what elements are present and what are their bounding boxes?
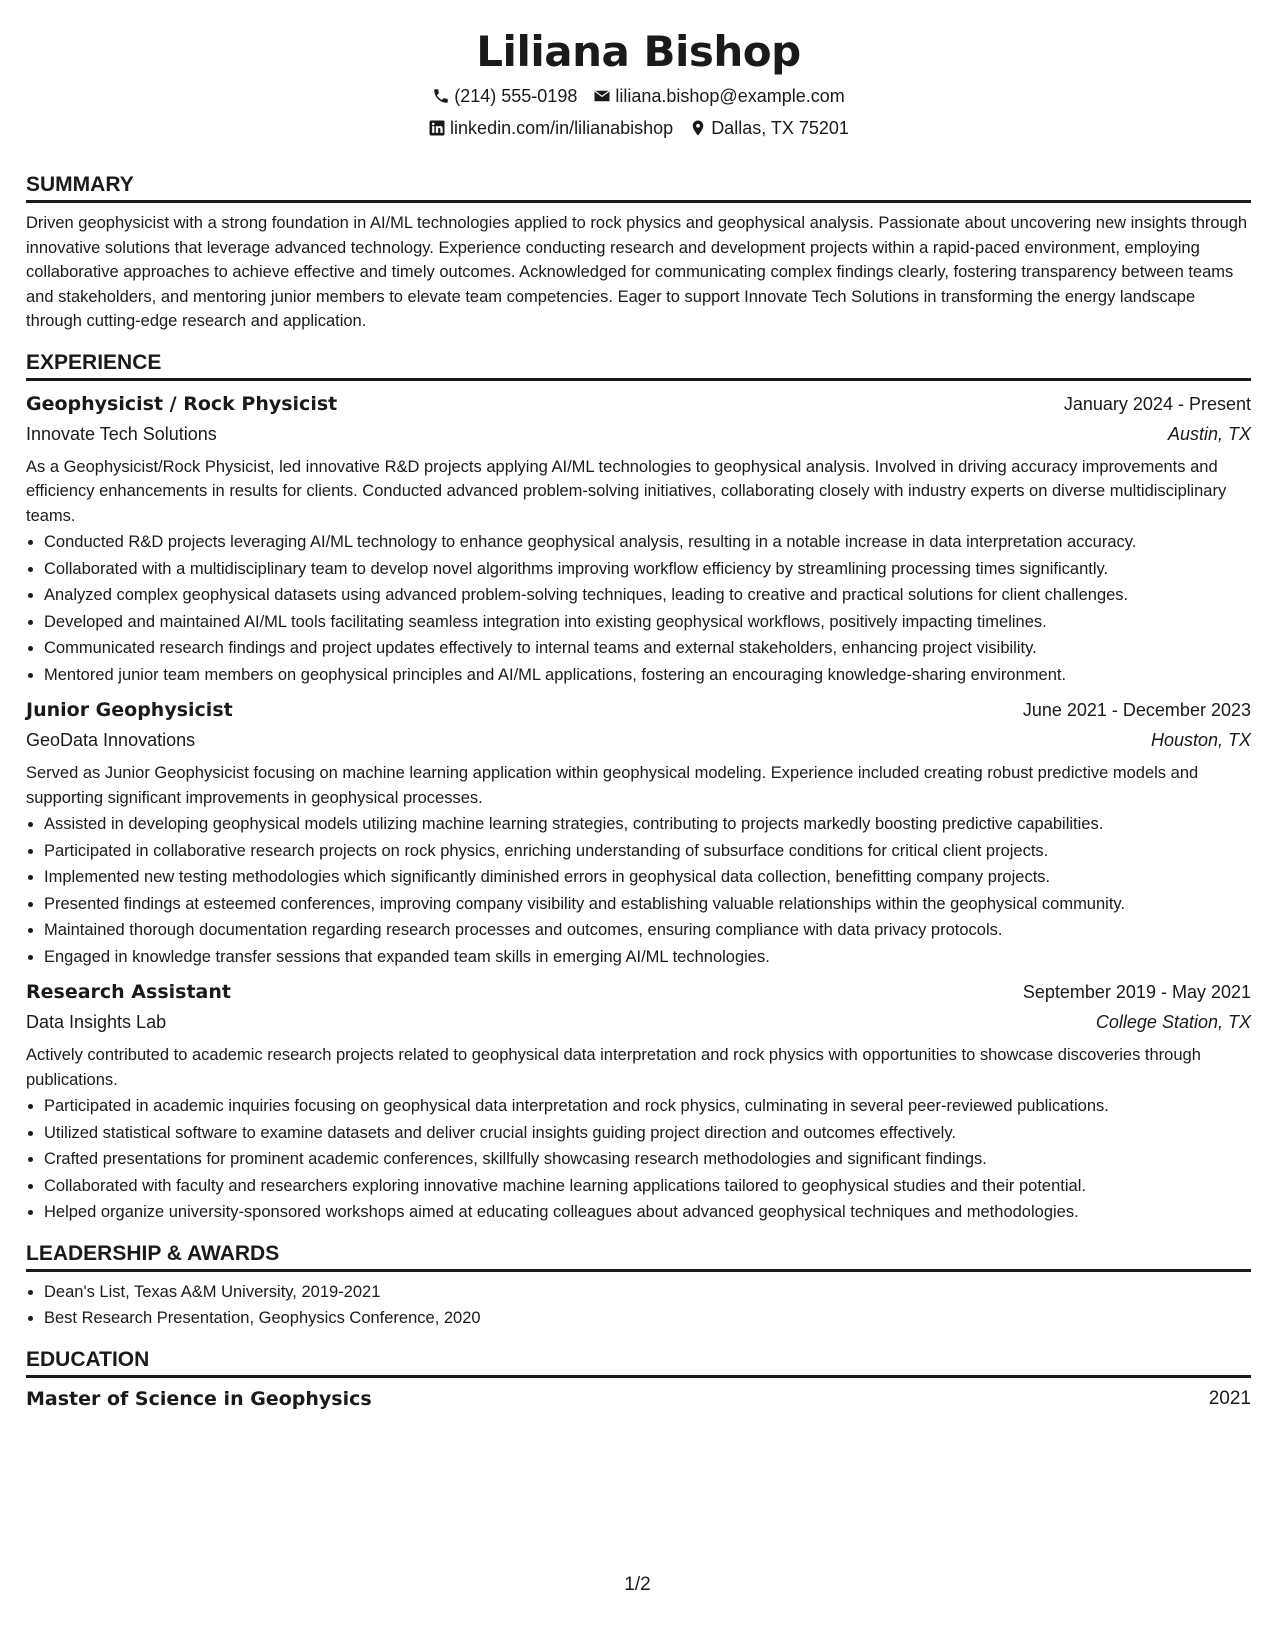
job-location: College Station, TX [1095,1012,1251,1032]
list-item: • Engaged in knowledge transfer sessions that expanded team skills in emerging AI/ML technologies. [44,945,1251,970]
linkedin-link[interactable]: linkedin.com/in/lilianabishop [450,118,674,138]
page-number: 1/2 [624,1574,651,1595]
linkedin-contact[interactable] [428,116,673,140]
job-bullets [26,1094,1251,1225]
list-item: • Utilized statistical software to examine datasets and deliver crucial insights guiding project direction and outcomes effectively. [44,1121,1251,1146]
contact-row-2 [26,116,1251,140]
contact-row-1 [26,84,1251,108]
job-dates: June 2021 - December 2023 [1022,700,1251,720]
degree-year: 2021 [1208,1387,1251,1409]
job-title: Geophysicist / Rock Physicist [26,392,338,415]
list-item: • Presented findings at esteemed conferences, improving company visibility and establishing valuable relationships within the geophysical community. [44,892,1251,917]
email-link[interactable]: liliana.bishop@example.com [615,86,845,106]
list-item: • Developed and maintained AI/ML tools facilitating seamless integration into existing geophysical workflows, positively impacting timelines. [44,610,1251,635]
job-title: Junior Geophysicist [26,699,233,721]
awards-list [26,1280,1251,1331]
resume-page [26,20,1251,1412]
job-dates: September 2019 - May 2021 [1022,982,1251,1002]
job-location: Austin, TX [1167,423,1251,444]
experience-heading: EXPERIENCE [26,350,1251,381]
job-description: As a Geophysicist/Rock Physicist, led innovative R&D projects applying AI/ML technologies to geophysical analysis. Involved in driving accuracy improvements and efficiency enhancements in results for clients. Conducted advanced problem-solving initiatives, collaborating closely with industry experts on diverse multidisciplinary teams. [26,457,1227,525]
job-bullets [26,812,1251,969]
phone-icon [432,87,450,105]
list-item: • Analyzed complex geophysical datasets using advanced problem-solving techniques, leading to creative and practical solutions for client challenges. [44,583,1251,608]
job-bullets [26,530,1251,687]
job-title: Research Assistant [26,981,231,1003]
list-item: • Best Research Presentation, Geophysics Conference, 2020 [44,1306,1251,1331]
list-item: • Participated in academic inquiries focusing on geophysical data interpretation and rock physics, culminating in several peer-reviewed publications. [44,1094,1251,1119]
phone-text: (214) 555-0198 [454,86,578,106]
linkedin-icon [428,119,446,137]
location-text: Dallas, TX 75201 [711,118,849,138]
list-item: • Communicated research findings and project updates effectively to internal teams and external stakeholders, enhancing project visibility. [44,636,1251,661]
list-item: • Participated in collaborative research projects on rock physics, enriching understanding of subsurface conditions for critical client projects. [44,839,1251,864]
candidate-name: Liliana Bishop [476,27,801,76]
list-item: • Collaborated with a multidisciplinary team to develop novel algorithms improving workflow efficiency by streamlining processing times significantly. [44,557,1251,582]
job-entry [26,977,1251,1225]
job-entry [26,389,1251,688]
summary-text: Driven geophysicist with a strong foundation in AI/ML technologies applied to rock physics and geophysical analysis. Passionate about uncovering new insights through innovative solutions that leverage advanced technology. Experience conducting research and development projects within a rapid-paced environment, employing collaborative approaches to achieve effective and timely outcomes. Acknowledged for communicating complex findings clearly, fostering transparency between teams and stakeholders, and mentoring junior members to elevate team competencies. Eager to support Innovate Tech Solutions in transforming the energy landscape through cutting-edge research and application. [26,214,1248,330]
list-item: • Collaborated with faculty and researchers exploring innovative machine learning applications tailored to geophysical studies and their potential. [44,1174,1251,1199]
education-entry [26,1386,1251,1412]
list-item: • Implemented new testing methodologies which significantly diminished errors in geophysical data collection, benefitting company projects. [44,865,1251,890]
list-item: • Maintained thorough documentation regarding research processes and outcomes, ensuring compliance with data privacy protocols. [44,918,1251,943]
job-entry [26,695,1251,969]
list-item: • Assisted in developing geophysical models utilizing machine learning strategies, contributing to projects markedly boosting predictive capabilities. [44,812,1251,837]
phone-contact [432,84,577,108]
list-item: • Crafted presentations for prominent academic conferences, skillfully showcasing research methodologies and significant findings. [44,1147,1251,1172]
location-contact [689,116,849,140]
job-company: GeoData Innovations [26,730,196,750]
map-pin-icon [689,119,707,137]
list-item: • Mentored junior team members on geophysical principles and AI/ML applications, fostering an encouraging knowledge-sharing environment. [44,663,1251,688]
job-description: Actively contributed to academic research projects related to geophysical data interpretation and rock physics with opportunities to showcase discoveries through publications. [26,1046,1201,1089]
education-heading: EDUCATION [26,1347,1251,1378]
job-dates: January 2024 - Present [1063,393,1251,414]
email-contact[interactable] [593,84,844,108]
list-item: • Conducted R&D projects leveraging AI/ML technology to enhance geophysical analysis, resulting in a notable increase in data interpretation accuracy. [44,530,1251,555]
list-item: • Dean's List, Texas A&M University, 2019-2021 [44,1280,1251,1305]
job-location: Houston, TX [1150,730,1251,750]
list-item: • Helped organize university-sponsored workshops aimed at educating colleagues about advanced geophysical techniques and methodologies. [44,1200,1251,1225]
job-description: Served as Junior Geophysicist focusing on machine learning application within geophysical modeling. Experience included creating robust predictive models and supporting significant improvements in geophysical processes. [26,764,1199,807]
awards-heading: LEADERSHIP & AWARDS [26,1241,1251,1272]
summary-heading: SUMMARY [26,172,1251,203]
degree-title: Master of Science in Geophysics [26,1387,372,1410]
job-company: Innovate Tech Solutions [26,423,217,444]
job-company: Data Insights Lab [26,1012,167,1032]
envelope-icon [593,87,611,105]
